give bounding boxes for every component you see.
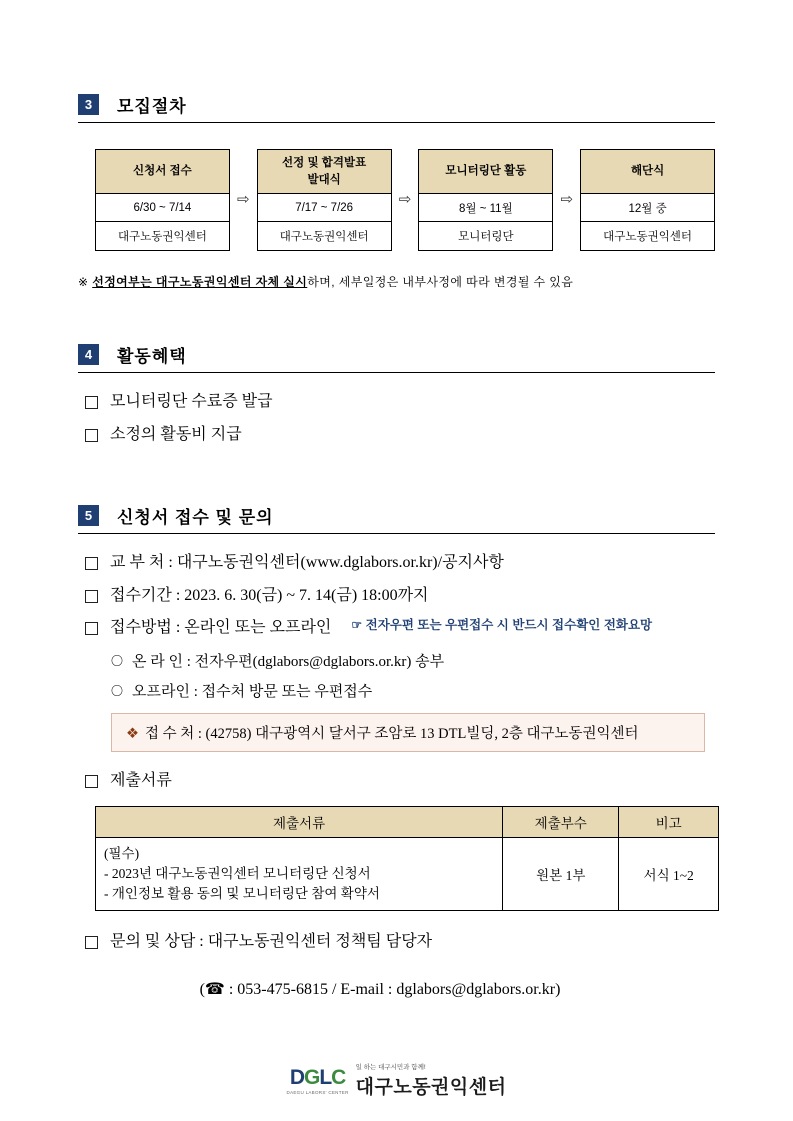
note-prefix: ※ [78,275,93,289]
col-header-copies: 제출부수 [503,806,619,837]
flow-step-4-org: 대구노동권익센터 [603,231,693,243]
col-header-documents: 제출서류 [96,806,503,837]
flow-step-4-period: 12월 중 [581,194,714,222]
doc-required-label: (필수) [104,845,140,861]
flow-arrow-icon: ⇨ [236,191,250,208]
logo-letter-c: C [331,1065,346,1089]
flow-step-1-title: 신청서 접수 [96,150,229,194]
note-underlined: 선정여부는 대구노동권익센터 자체 실시 [92,275,308,289]
logo-text-block [356,1062,507,1099]
logo-letters [290,1067,346,1088]
list-item [85,770,715,792]
list-item [85,585,715,607]
logo-tagline: 일 하는 대구시민과 함께! [355,1064,426,1071]
flow-step-2-title-line1: 선정 및 합격발표 [282,156,367,169]
flow-arrow-icon: ⇨ [560,191,574,208]
diamond-bullet-icon: ❖ [126,725,139,742]
apply-period: 접수기간 : 2023. 6. 30(금) ~ 7. 14(금) 18:00까지 [110,586,429,604]
flow-step-1-org: 대구노동권익센터 [117,231,207,243]
circle-bullet-icon: 〇 [111,683,124,698]
flow-step-3-title: 모니터링단 활동 [419,150,552,194]
pointing-hand-icon: ☞ [351,618,363,633]
list-item [85,391,715,413]
section-number-4: 4 [78,344,99,365]
list-item [111,680,715,701]
procedure-flow [78,149,715,251]
logo-letter-g: G [303,1065,320,1089]
logo-subtitle: DAEGU LABORS' CENTER [286,1089,349,1095]
flow-step-2-title [258,150,391,194]
apply-online: 온 라 인 : 전자우편(dglabors@dglabors.or.kr) 송부 [132,653,445,670]
list-item [85,931,715,953]
apply-method-notice-text: 전자우편 또는 우편접수 시 반드시 접수확인 전화요망 [365,618,653,633]
section-number-3: 3 [78,94,99,115]
section-header-procedure [78,92,715,123]
checkbox-icon [85,622,98,635]
logo-letter-l: L [319,1065,332,1089]
flow-step-1-period: 6/30 ~ 7/14 [96,194,229,222]
documents-table [95,806,719,912]
flow-step-2 [257,149,392,251]
table-header-row [96,806,719,837]
list-item [85,424,715,446]
checkbox-icon [85,936,98,949]
documents-label: 제출서류 [110,771,172,789]
section-title-procedure: 모집절차 [117,97,187,116]
doc-line-2: - 개인정보 활용 동의 및 모니터링단 참여 확약서 [104,886,380,902]
section-header-apply [78,503,715,534]
apply-list [78,552,715,999]
inquiry-label: 문의 및 상담 : 대구노동권익센터 정책팀 담당자 [110,933,433,951]
checkbox-icon [85,775,98,788]
list-item [85,552,715,574]
circle-bullet-icon: 〇 [111,653,124,668]
footer-logo [0,1062,793,1099]
flow-step-2-period: 7/17 ~ 7/26 [258,194,391,222]
apply-offline: 오프라인 : 접수처 방문 또는 우편접수 [132,683,373,700]
section-title-benefits: 활동혜택 [117,347,187,366]
section-header-benefits [78,342,715,373]
flow-step-2-org: 대구노동권익센터 [279,231,369,243]
note-rest: 하며, 세부일정은 내부사정에 따라 변경될 수 있음 [307,275,574,289]
checkbox-icon [85,429,98,442]
cell-documents [96,837,503,911]
cell-remark: 서식 1~2 [619,837,719,911]
reception-address-box [111,713,705,752]
benefit-label-1: 모니터링단 수료증 발급 [110,393,273,410]
logo-mark [287,1067,349,1095]
reception-address-text: 접 수 처 : (42758) 대구광역시 달서구 조암로 13 DTL빌딩, 2층 대구노동권익센터 [145,725,639,742]
doc-line-1: - 2023년 대구노동권익센터 모니터링단 신청서 [104,865,371,881]
flow-step-4-title: 해단식 [581,150,714,194]
list-item [111,650,715,671]
cell-copies: 원본 1부 [503,837,619,911]
flow-step-1 [95,149,230,251]
flow-step-2-title-line2: 발대식 [307,173,341,186]
contact-line: (☎ : 053-475-6815 / E-mail : dglabors@dglabors.or.kr) [199,980,561,998]
checkbox-icon [85,590,98,603]
flow-step-3-period: 8월 ~ 11월 [419,194,552,222]
flow-step-3 [418,149,553,251]
benefits-list [78,391,715,445]
flow-step-4 [580,149,715,251]
apply-method: 접수방법 : 온라인 또는 오프라인 [110,619,332,637]
section-number-5: 5 [78,505,99,526]
table-row [96,837,719,911]
col-header-remark: 비고 [619,806,719,837]
top-spacer [78,0,715,92]
benefit-label-2: 소정의 활동비 지급 [110,425,242,443]
apply-method-notice [351,617,652,634]
section-title-apply: 신청서 접수 및 문의 [117,508,274,528]
flow-arrow-icon: ⇨ [398,191,412,208]
procedure-note [78,273,715,290]
flow-step-3-org: 모니터링단 [458,231,514,243]
logo-organization-name: 대구노동권익센터 [355,1077,507,1098]
list-item [85,617,715,639]
apply-issuer: 교 부 처 : 대구노동권익센터(www.dglabors.or.kr)/공지사항 [110,554,504,572]
checkbox-icon [85,557,98,570]
logo-letter-d: D [289,1065,304,1089]
checkbox-icon [85,396,98,409]
